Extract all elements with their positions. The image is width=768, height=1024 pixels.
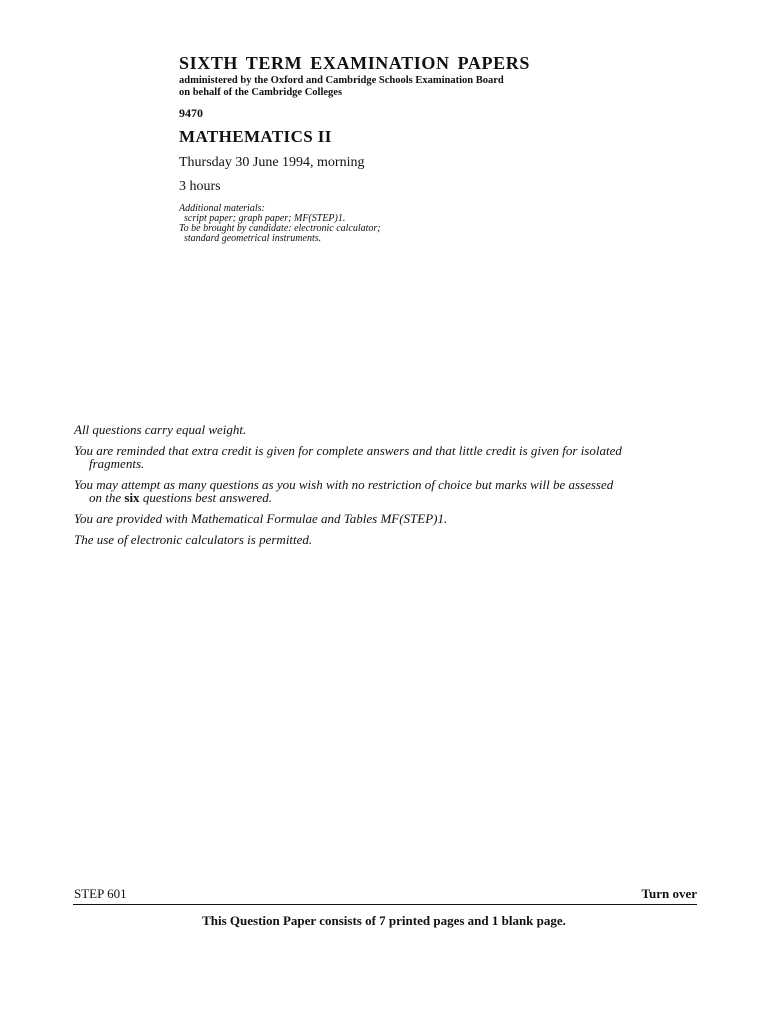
materials-item: script paper; graph paper; MF(STEP)1.: [184, 213, 346, 224]
instruction-text: questions best answered.: [139, 490, 272, 505]
step-code: STEP 601: [74, 886, 127, 901]
materials-heading: Additional materials:: [179, 203, 265, 214]
footer-divider: [73, 904, 697, 905]
administration-line-2: on behalf of the Cambridge Colleges: [179, 87, 343, 98]
instruction-line-continued: fragments.: [89, 456, 145, 471]
emphasis-six: six: [124, 490, 140, 505]
paper-code: 9470: [179, 106, 203, 120]
instruction-line: All questions carry equal weight.: [74, 422, 247, 437]
instruction-line: The use of electronic calculators is permitted.: [74, 532, 313, 547]
turn-over-label: Turn over: [641, 886, 697, 901]
subject-title: MATHEMATICS II: [179, 127, 332, 146]
instruction-line-continued: [74, 491, 714, 504]
materials-block: [179, 204, 381, 244]
instruction-equal-weight: [74, 423, 714, 436]
exam-duration: 3 hours: [179, 179, 221, 194]
administration-line-1: administered by the Oxford and Cambridge Schools Examination Board: [179, 75, 504, 86]
instruction-formulae-tables: [74, 512, 714, 525]
candidate-materials-item: standard geometrical instruments.: [184, 233, 322, 244]
instruction-calculators: [74, 533, 714, 546]
instruction-text: on the: [89, 490, 125, 505]
instruction-line: You are provided with Mathematical Formulae and Tables MF(STEP)1.: [74, 511, 448, 526]
page-count-note: This Question Paper consists of 7 printed pages and 1 blank page.: [202, 913, 566, 928]
candidate-materials-heading: To be brought by candidate: electronic calculator;: [179, 223, 381, 234]
instruction-extra-credit: [74, 444, 714, 470]
series-title: SIXTH TERM EXAMINATION PAPERS: [179, 53, 530, 73]
instructions-block: [74, 423, 714, 554]
exam-date: Thursday 30 June 1994, morning: [179, 155, 365, 170]
instruction-line: You may attempt as many questions as you wish with no restriction of choice but marks will be assessed: [74, 477, 614, 492]
administration-note: [179, 75, 504, 99]
instruction-attempt-questions: [74, 478, 714, 504]
instruction-line: You are reminded that extra credit is given for complete answers and that little credit is given for isolated: [74, 443, 622, 458]
